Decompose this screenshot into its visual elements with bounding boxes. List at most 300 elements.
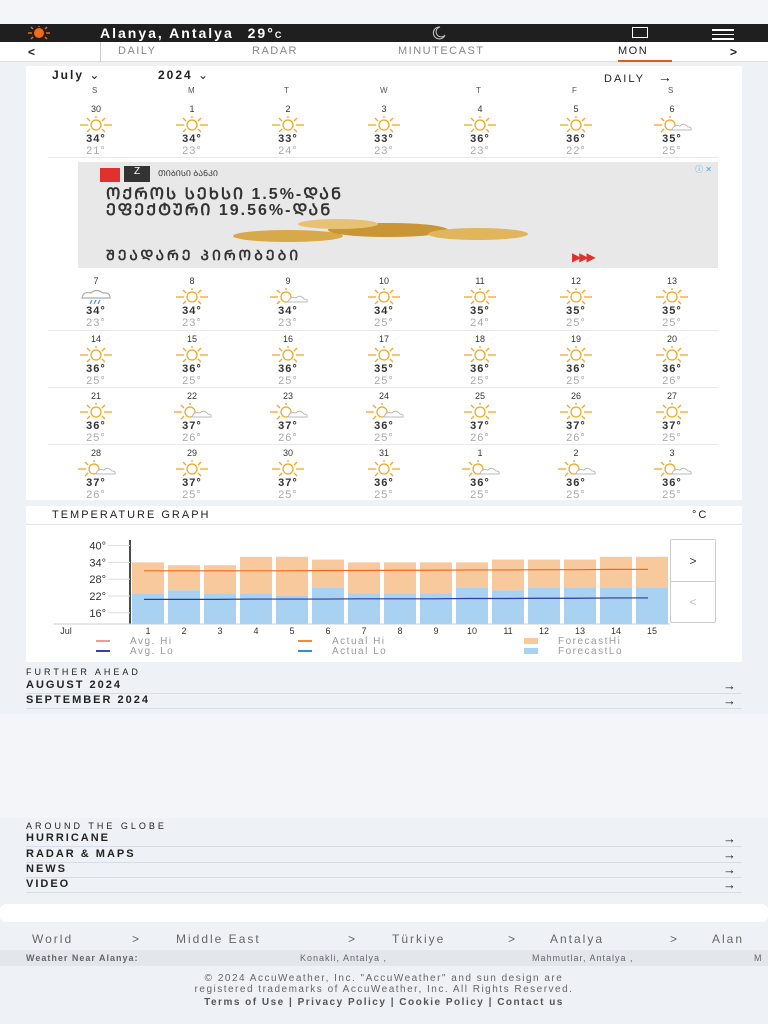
forecast-hi-bar bbox=[456, 562, 488, 587]
daily-view-link[interactable]: DAILY → bbox=[604, 69, 674, 85]
day-number: 3 bbox=[381, 104, 387, 114]
sun-icon bbox=[66, 115, 126, 133]
partly-sunny-icon bbox=[642, 459, 702, 477]
sun-icon bbox=[354, 287, 414, 305]
high-temp: 36° bbox=[662, 477, 682, 489]
low-temp: 25° bbox=[374, 489, 394, 501]
forecast-hi-bar bbox=[204, 565, 236, 593]
forecast-hi-bar bbox=[312, 560, 344, 588]
low-temp: 25° bbox=[566, 317, 586, 329]
high-temp: 35° bbox=[566, 305, 586, 317]
low-temp: 23° bbox=[470, 145, 490, 157]
weekday-label: S bbox=[668, 86, 674, 95]
low-temp: 25° bbox=[182, 489, 202, 501]
blank-panel bbox=[0, 904, 768, 922]
low-temp: 21° bbox=[86, 145, 106, 157]
calendar-day-cell[interactable] bbox=[144, 391, 240, 444]
day-number: 13 bbox=[666, 276, 677, 286]
y-tick-label: 16° bbox=[89, 607, 106, 620]
graph-nav bbox=[670, 539, 716, 623]
high-temp: 36° bbox=[566, 363, 586, 375]
high-temp: 35° bbox=[662, 133, 682, 145]
low-temp: 25° bbox=[182, 375, 202, 387]
forecast-hi-bar bbox=[636, 557, 668, 588]
day-number: 25 bbox=[474, 391, 485, 401]
forecast-lo-bar bbox=[276, 596, 308, 624]
calendar-day-cell[interactable] bbox=[528, 391, 624, 444]
near-link-more[interactable]: M bbox=[754, 953, 763, 963]
calendar-day-cell[interactable] bbox=[336, 334, 432, 387]
day-number: 24 bbox=[378, 391, 389, 401]
calendar-day-cell[interactable] bbox=[240, 448, 336, 501]
calendar-day-cell[interactable] bbox=[624, 276, 720, 329]
x-tick-label: 1 bbox=[145, 626, 151, 636]
high-temp: 36° bbox=[566, 477, 586, 489]
x-tick-label: 14 bbox=[610, 626, 622, 636]
sun-icon bbox=[450, 287, 510, 305]
sun-icon bbox=[546, 115, 606, 133]
high-temp: 37° bbox=[182, 477, 202, 489]
low-temp: 25° bbox=[662, 145, 682, 157]
forecast-lo-bar bbox=[528, 588, 560, 624]
calendar-day-cell[interactable] bbox=[48, 276, 144, 329]
high-temp: 34° bbox=[86, 305, 106, 317]
forecast-hi-bar bbox=[276, 557, 308, 596]
row-divider bbox=[48, 387, 718, 388]
forecast-lo-bar bbox=[348, 593, 380, 624]
calendar-day-cell[interactable] bbox=[528, 448, 624, 501]
calendar-day-cell[interactable] bbox=[144, 276, 240, 329]
day-number: 10 bbox=[378, 276, 389, 286]
forecast-hi-bar bbox=[528, 560, 560, 588]
calendar-day-cell[interactable] bbox=[432, 104, 528, 157]
calendar-day-cell[interactable] bbox=[432, 391, 528, 444]
day-number: 6 bbox=[669, 104, 675, 114]
advertisement-banner[interactable] bbox=[78, 162, 718, 268]
calendar-day-cell[interactable] bbox=[528, 276, 624, 329]
low-temp: 26° bbox=[470, 432, 490, 444]
x-tick-label: 10 bbox=[466, 626, 478, 636]
near-link-konakli[interactable]: Konakli, Antalya , bbox=[300, 953, 388, 963]
day-number: 12 bbox=[570, 276, 581, 286]
x-tick-label: 2 bbox=[181, 626, 187, 636]
sun-icon bbox=[258, 345, 318, 363]
x-tick-label: 7 bbox=[361, 626, 367, 636]
high-temp: 36° bbox=[470, 477, 490, 489]
ad-headline-1: ᲝᲥᲠᲝᲡ ᲡᲔᲮᲡᲘ 1.5%-ᲓᲐᲜ bbox=[106, 186, 344, 203]
high-temp: 37° bbox=[470, 420, 490, 432]
low-temp: 25° bbox=[86, 375, 106, 387]
forecast-lo-bar bbox=[132, 593, 164, 624]
low-temp: 25° bbox=[470, 489, 490, 501]
low-temp: 25° bbox=[374, 317, 394, 329]
high-temp: 37° bbox=[278, 477, 298, 489]
forecast-hi-bar bbox=[240, 557, 272, 593]
legend-actual-hi: Actual Hi bbox=[298, 636, 386, 647]
low-temp: 26° bbox=[86, 489, 106, 501]
calendar-day-cell[interactable] bbox=[528, 104, 624, 157]
partly-sunny-icon bbox=[162, 402, 222, 420]
partly-sunny-icon bbox=[258, 402, 318, 420]
tab-monthly[interactable]: MON bbox=[618, 45, 672, 62]
calendar-day-cell[interactable] bbox=[336, 104, 432, 157]
sun-icon bbox=[546, 345, 606, 363]
calendar-day-cell[interactable] bbox=[624, 448, 720, 501]
weekday-label: W bbox=[380, 86, 388, 95]
high-temp: 35° bbox=[374, 363, 394, 375]
x-tick-label: 3 bbox=[217, 626, 223, 636]
sun-icon bbox=[354, 115, 414, 133]
globe-hurricane-link[interactable]: HURRICANE → bbox=[26, 832, 742, 847]
low-temp: 24° bbox=[470, 317, 490, 329]
footer bbox=[0, 973, 768, 1008]
forecast-hi-bar bbox=[420, 562, 452, 593]
day-number: 30 bbox=[90, 104, 101, 114]
low-temp: 23° bbox=[182, 317, 202, 329]
forecast-lo-bar bbox=[384, 593, 416, 624]
forecast-lo-bar bbox=[564, 588, 596, 624]
further-ahead-title: FURTHER AHEAD bbox=[26, 667, 141, 677]
sun-icon bbox=[258, 115, 318, 133]
ad-logo-mark-icon: Z bbox=[124, 166, 150, 182]
moon-icon bbox=[430, 26, 446, 40]
day-number: 14 bbox=[90, 334, 101, 344]
tab-daily[interactable]: DAILY bbox=[118, 45, 157, 57]
x-tick-label: 5 bbox=[289, 626, 295, 636]
day-number: 9 bbox=[285, 276, 291, 286]
calendar-day-cell[interactable] bbox=[240, 391, 336, 444]
low-temp: 22° bbox=[566, 145, 586, 157]
legend-forecast-hi: ForecastHi bbox=[524, 636, 621, 647]
sun-icon bbox=[162, 287, 222, 305]
showers-icon bbox=[66, 287, 126, 305]
low-temp: 25° bbox=[374, 375, 394, 387]
low-temp: 25° bbox=[566, 375, 586, 387]
weekday-label: M bbox=[188, 86, 195, 95]
forecast-lo-bar bbox=[312, 588, 344, 624]
calendar-day-cell[interactable] bbox=[144, 334, 240, 387]
low-temp: 26° bbox=[566, 432, 586, 444]
sun-icon bbox=[354, 345, 414, 363]
partly-sunny-icon bbox=[66, 459, 126, 477]
breadcrumb-separator: > bbox=[348, 932, 358, 946]
calendar-day-cell[interactable] bbox=[48, 391, 144, 444]
forecast-hi-bar bbox=[348, 562, 380, 593]
legend-forecast-lo: ForecastLo bbox=[524, 646, 623, 657]
breadcrumb-antalya[interactable]: Antalya bbox=[550, 932, 605, 946]
low-temp: 25° bbox=[278, 375, 298, 387]
low-temp: 23° bbox=[278, 317, 298, 329]
calendar-day-cell[interactable] bbox=[336, 448, 432, 501]
forecast-lo-bar bbox=[636, 588, 668, 624]
calendar-header bbox=[26, 66, 716, 86]
calendar-day-cell[interactable] bbox=[240, 104, 336, 157]
forecast-lo-bar bbox=[456, 588, 488, 624]
high-temp: 37° bbox=[278, 420, 298, 432]
tabs-prev-button[interactable]: < bbox=[28, 45, 37, 59]
ad-brand: ᲗᲘᲑᲘᲡᲘ ᲑᲐᲜᲙᲘ bbox=[158, 169, 218, 178]
breadcrumb-separator: > bbox=[508, 932, 518, 946]
low-temp: 25° bbox=[566, 489, 586, 501]
calendar-day-cell[interactable] bbox=[432, 334, 528, 387]
calendar-day-cell[interactable] bbox=[624, 104, 720, 157]
low-temp: 25° bbox=[662, 317, 682, 329]
calendar-day-cell[interactable] bbox=[144, 104, 240, 157]
day-number: 8 bbox=[189, 276, 195, 286]
calendar-day-cell[interactable] bbox=[240, 334, 336, 387]
x-tick-label: Jul bbox=[60, 626, 72, 636]
weekday-label: T bbox=[284, 86, 289, 95]
around-globe-title: AROUND THE GLOBE bbox=[26, 821, 167, 831]
low-temp: 23° bbox=[374, 145, 394, 157]
high-temp: 36° bbox=[182, 363, 202, 375]
ad-logo-icon bbox=[100, 168, 120, 182]
x-tick-label: 13 bbox=[574, 626, 586, 636]
status-bar bbox=[0, 0, 768, 24]
day-number: 19 bbox=[570, 334, 581, 344]
high-temp: 34° bbox=[182, 305, 202, 317]
weather-near bbox=[0, 950, 768, 966]
low-temp: 23° bbox=[86, 317, 106, 329]
high-temp: 33° bbox=[374, 133, 394, 145]
sun-icon bbox=[66, 345, 126, 363]
forecast-lo-bar bbox=[204, 593, 236, 624]
low-temp: 26° bbox=[662, 375, 682, 387]
divider bbox=[100, 42, 101, 62]
sun-icon bbox=[258, 459, 318, 477]
low-temp: 25° bbox=[86, 432, 106, 444]
row-divider bbox=[48, 157, 718, 158]
day-number: 31 bbox=[378, 448, 389, 458]
day-number: 22 bbox=[186, 391, 197, 401]
breadcrumb bbox=[0, 930, 768, 948]
calendar-day-cell[interactable] bbox=[48, 104, 144, 157]
further-september-link[interactable]: SEPTEMBER 2024 → bbox=[26, 694, 742, 709]
forecast-hi-bar bbox=[168, 565, 200, 590]
near-link-mahmutlar[interactable]: Mahmutlar, Antalya , bbox=[532, 953, 634, 963]
day-number: 17 bbox=[378, 334, 389, 344]
legend-avg-hi: Avg. Hi bbox=[96, 636, 173, 647]
y-tick-label: 28° bbox=[89, 574, 106, 587]
globe-news-link[interactable]: NEWS → bbox=[26, 863, 742, 878]
sun-icon bbox=[546, 287, 606, 305]
globe-video-link[interactable]: VIDEO → bbox=[26, 878, 742, 893]
x-tick-label: 8 bbox=[397, 626, 403, 636]
tab-minutecast[interactable]: MINUTECAST bbox=[398, 45, 485, 57]
day-number: 18 bbox=[474, 334, 485, 344]
breadcrumb-world[interactable]: World bbox=[32, 932, 74, 946]
low-temp: 26° bbox=[182, 432, 202, 444]
low-temp: 25° bbox=[662, 489, 682, 501]
forecast-hi-bar bbox=[492, 560, 524, 591]
calendar-day-cell[interactable] bbox=[624, 391, 720, 444]
calendar-day-cell[interactable] bbox=[240, 276, 336, 329]
x-tick-label: 11 bbox=[503, 626, 513, 636]
current-location[interactable] bbox=[100, 25, 283, 41]
year-select[interactable]: 2024 ⌄ bbox=[158, 68, 211, 82]
ad-choices-icon[interactable]: ⓘ ✕ bbox=[695, 165, 712, 174]
day-number: 15 bbox=[186, 334, 197, 344]
divider bbox=[26, 524, 742, 525]
sun-icon bbox=[450, 402, 510, 420]
row-divider bbox=[48, 330, 718, 331]
weekday-label: T bbox=[476, 86, 481, 95]
arrow-right-icon: → bbox=[657, 69, 674, 85]
graph-next-button[interactable]: > bbox=[671, 540, 715, 582]
high-temp: 37° bbox=[662, 420, 682, 432]
day-number: 21 bbox=[90, 391, 101, 401]
footer-links[interactable]: Terms of Use | Privacy Policy | Cookie Policy | Contact us bbox=[204, 997, 564, 1008]
day-number: 30 bbox=[282, 448, 293, 458]
forecast-hi-bar bbox=[564, 560, 596, 588]
day-number: 26 bbox=[570, 391, 581, 401]
gold-coins-image bbox=[228, 210, 538, 244]
day-number: 4 bbox=[477, 104, 483, 114]
globe-radar-maps-link[interactable]: RADAR & MAPS → bbox=[26, 848, 742, 863]
further-august-link[interactable]: AUGUST 2024 → bbox=[26, 679, 742, 694]
arrow-right-icon: → bbox=[723, 877, 738, 892]
forecast-lo-bar bbox=[420, 593, 452, 624]
accuweather-logo-icon[interactable] bbox=[28, 26, 50, 40]
high-temp: 36° bbox=[86, 420, 106, 432]
sun-icon bbox=[162, 345, 222, 363]
breadcrumb-middle-east[interactable]: Middle East bbox=[176, 932, 261, 946]
day-number: 11 bbox=[475, 276, 485, 286]
forecast-hi-bar bbox=[384, 562, 416, 593]
temperature-chart bbox=[26, 528, 742, 636]
sun-icon bbox=[162, 115, 222, 133]
tab-radar[interactable]: RADAR bbox=[252, 45, 299, 57]
x-tick-label: 6 bbox=[325, 626, 331, 636]
day-number: 27 bbox=[666, 391, 677, 401]
sun-icon bbox=[450, 115, 510, 133]
graph-prev-button[interactable]: < bbox=[689, 595, 697, 609]
ad-cta-arrows-icon[interactable]: ▶▶▶ bbox=[572, 250, 594, 264]
high-temp: 36° bbox=[470, 363, 490, 375]
tabs-next-button[interactable]: > bbox=[730, 45, 739, 59]
calendar-day-cell[interactable] bbox=[432, 448, 528, 501]
high-temp: 36° bbox=[374, 420, 394, 432]
high-temp: 34° bbox=[86, 133, 106, 145]
day-number: 29 bbox=[186, 448, 197, 458]
high-temp: 37° bbox=[86, 477, 106, 489]
low-temp: 26° bbox=[278, 432, 298, 444]
high-temp: 36° bbox=[662, 363, 682, 375]
y-tick-label: 34° bbox=[89, 557, 106, 570]
low-temp: 25° bbox=[470, 375, 490, 387]
legend-avg-lo: Avg. Lo bbox=[96, 646, 174, 657]
y-tick-label: 22° bbox=[89, 591, 106, 603]
weekday-label: F bbox=[572, 86, 577, 95]
low-temp: 24° bbox=[278, 145, 298, 157]
nav-tabs bbox=[0, 42, 768, 62]
sun-icon bbox=[66, 402, 126, 420]
x-tick-label: 9 bbox=[433, 626, 439, 636]
high-temp: 37° bbox=[182, 420, 202, 432]
partly-sunny-icon bbox=[354, 402, 414, 420]
forecast-hi-bar bbox=[132, 562, 164, 593]
arrow-right-icon: → bbox=[723, 862, 738, 877]
x-tick-label: 4 bbox=[253, 626, 259, 636]
sun-icon bbox=[642, 345, 702, 363]
app-header bbox=[0, 24, 768, 42]
breadcrumb-alanya[interactable]: Alan bbox=[712, 932, 745, 946]
sun-icon bbox=[546, 402, 606, 420]
legend-actual-lo: Actual Lo bbox=[298, 646, 387, 657]
sun-icon bbox=[354, 459, 414, 477]
low-temp: 25° bbox=[662, 432, 682, 444]
breadcrumb-turkiye[interactable]: Türkiye bbox=[392, 932, 446, 946]
temp-unit: C bbox=[274, 30, 284, 40]
high-temp: 34° bbox=[374, 305, 394, 317]
high-temp: 36° bbox=[374, 477, 394, 489]
chevron-down-icon: ⌄ bbox=[89, 68, 102, 82]
high-temp: 35° bbox=[662, 305, 682, 317]
calendar-day-cell[interactable] bbox=[336, 276, 432, 329]
forecast-lo-bar bbox=[600, 588, 632, 624]
low-temp: 23° bbox=[182, 145, 202, 157]
high-temp: 33° bbox=[278, 133, 298, 145]
empty-space bbox=[0, 714, 768, 818]
arrow-right-icon: → bbox=[723, 831, 738, 846]
high-temp: 36° bbox=[566, 133, 586, 145]
calendar-day-cell[interactable] bbox=[528, 334, 624, 387]
copyright-line-1: © 2024 AccuWeather, Inc. "AccuWeather" and sun design are bbox=[204, 973, 564, 984]
forecast-lo-bar bbox=[240, 593, 272, 624]
calendar-day-cell[interactable] bbox=[144, 448, 240, 501]
copyright-line-2: registered trademarks of AccuWeather, Inc. All Rights Reserved. bbox=[194, 984, 574, 995]
partly-sunny-icon bbox=[546, 459, 606, 477]
partly-sunny-icon bbox=[258, 287, 318, 305]
month-select[interactable]: July ⌄ bbox=[52, 68, 102, 82]
breadcrumb-separator: > bbox=[670, 932, 680, 946]
video-icon[interactable] bbox=[632, 27, 648, 38]
x-tick-label: 15 bbox=[646, 626, 658, 636]
day-number: 1 bbox=[477, 448, 483, 458]
forecast-hi-bar bbox=[600, 557, 632, 588]
calendar-day-cell[interactable] bbox=[48, 334, 144, 387]
high-temp: 35° bbox=[470, 305, 490, 317]
current-temp: 29° bbox=[247, 25, 275, 41]
partly-sunny-icon bbox=[450, 459, 510, 477]
high-temp: 36° bbox=[470, 133, 490, 145]
calendar-day-cell[interactable] bbox=[336, 391, 432, 444]
hamburger-menu-icon[interactable] bbox=[712, 29, 734, 43]
arrow-right-icon: → bbox=[723, 847, 738, 862]
arrow-right-icon: → bbox=[723, 693, 738, 708]
x-tick-label: 12 bbox=[538, 626, 550, 636]
calendar-day-cell[interactable] bbox=[432, 276, 528, 329]
sun-icon bbox=[642, 287, 702, 305]
low-temp: 25° bbox=[374, 432, 394, 444]
calendar-day-cell[interactable] bbox=[624, 334, 720, 387]
day-number: 20 bbox=[666, 334, 677, 344]
day-number: 2 bbox=[573, 448, 579, 458]
high-temp: 36° bbox=[86, 363, 106, 375]
day-number: 3 bbox=[669, 448, 675, 458]
day-number: 7 bbox=[93, 276, 99, 286]
temperature-graph bbox=[26, 506, 742, 662]
graph-title: TEMPERATURE GRAPH bbox=[52, 509, 211, 521]
day-number: 2 bbox=[285, 104, 291, 114]
day-number: 28 bbox=[90, 448, 101, 458]
partly-sunny-icon bbox=[642, 115, 702, 133]
forecast-lo-bar bbox=[168, 590, 200, 624]
chevron-down-icon: ⌄ bbox=[198, 68, 211, 82]
day-number: 1 bbox=[189, 104, 195, 114]
calendar-day-cell[interactable] bbox=[48, 448, 144, 501]
day-number: 23 bbox=[282, 391, 293, 401]
